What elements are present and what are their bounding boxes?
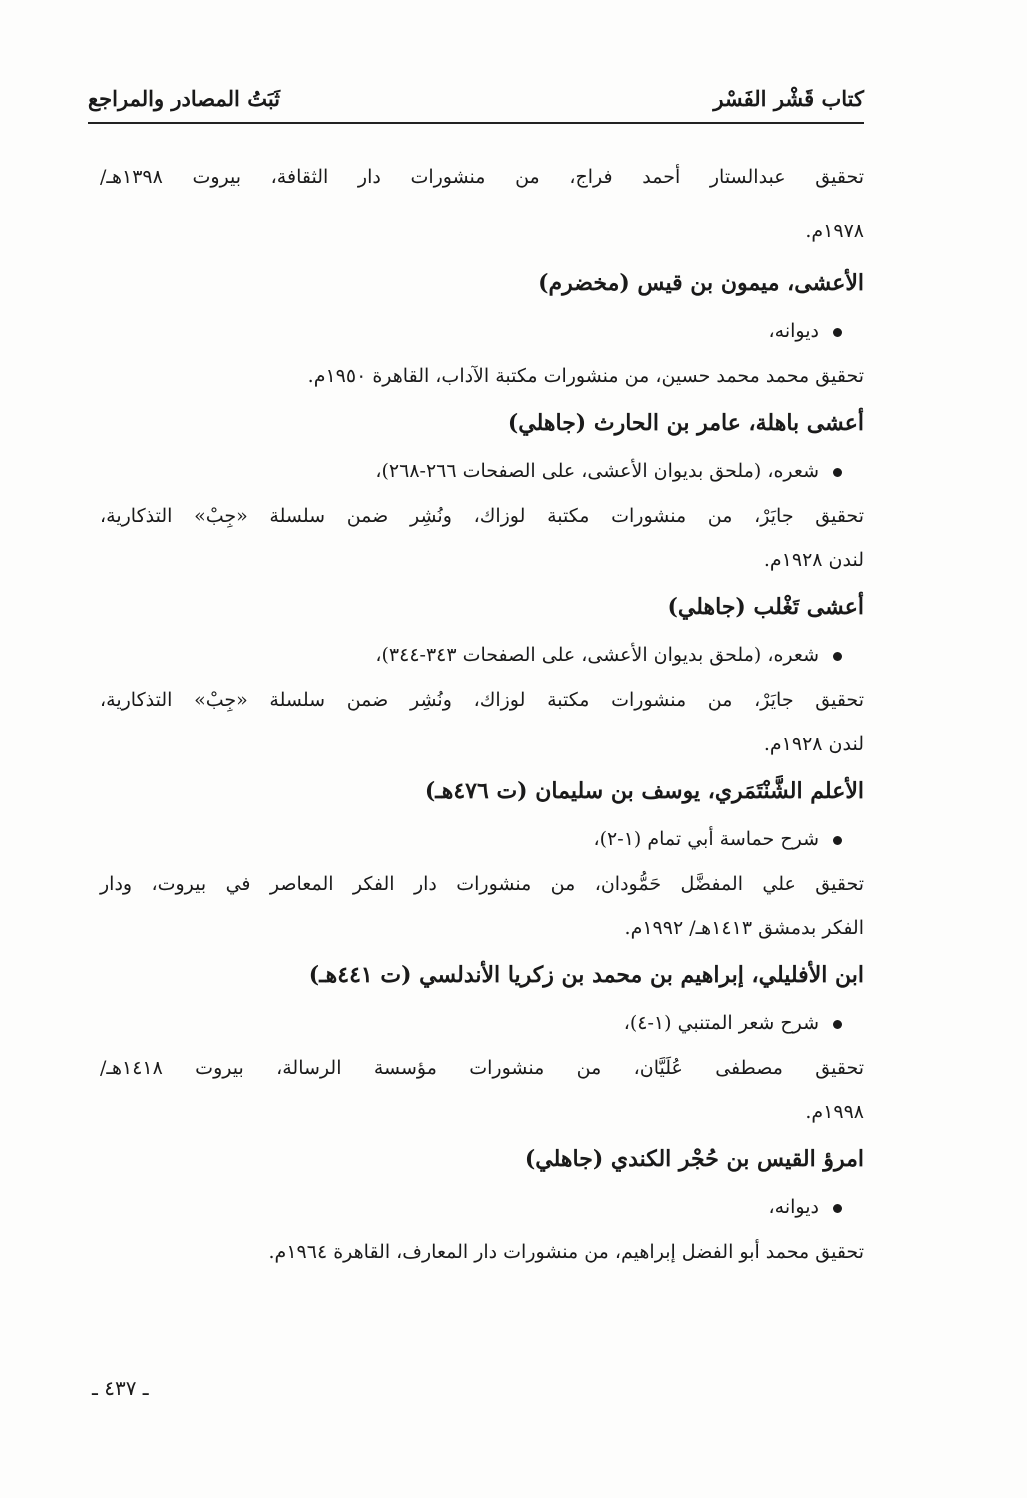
entry-text-line: تحقيق علي المفضَّل حَمُّودان، من منشورات دار الفكر المعاصر في بيروت، ودار <box>100 873 864 895</box>
bullet-icon <box>833 652 842 661</box>
bibliography-entry <box>100 258 864 398</box>
entry-text-line: تحقيق عبدالستار أحمد فراج، من منشورات دار الثقافة، بيروت ١٣٩٨هـ/ <box>100 166 864 188</box>
entry-bullet <box>100 1184 864 1230</box>
bibliography-entry <box>100 1134 864 1274</box>
bibliography-entry <box>100 582 864 766</box>
entry-text-line: لندن ١٩٢٨م. <box>763 733 864 755</box>
bibliography-list <box>100 150 864 1274</box>
bibliography-entry <box>100 398 864 582</box>
bibliography-entry <box>100 950 864 1134</box>
entry-heading: امرؤ القيس بن حُجْر الكندي (جاهلي) <box>524 1146 864 1172</box>
entry-bullet-text: شعره، (ملحق بديوان الأعشى، على الصفحات ٣٤٣-٣٤٤)، <box>375 644 819 666</box>
entry-heading: أعشى تَغْلب (جاهلي) <box>667 594 864 620</box>
entry-text-line: الفكر بدمشق ١٤١٣هـ/ ١٩٩٢م. <box>624 917 864 939</box>
bullet-icon <box>833 468 842 477</box>
entry-bullet <box>100 448 864 494</box>
entry-heading: الأعشى، ميمون بن قيس (مخضرم) <box>538 270 864 296</box>
entry-text-line: تحقيق محمد محمد حسين، من منشورات مكتبة الآداب، القاهرة ١٩٥٠م. <box>307 365 864 387</box>
entry-heading: ابن الأفليلي، إبراهيم بن محمد بن زكريا الأندلسي (ت ٤٤١هـ) <box>308 962 864 988</box>
entry-bullet <box>100 632 864 678</box>
entry-bullet-text: شرح حماسة أبي تمام (١-٢)، <box>593 828 819 850</box>
entry-bullet-text: ديوانه، <box>768 320 819 342</box>
entry-text-line: تحقيق جايَرْ، من منشورات مكتبة لوزاك، ونُشِر ضمن سلسلة «جِبْ» التذكارية، <box>100 505 864 527</box>
entry-bullet <box>100 308 864 354</box>
entry-text-line: ١٩٩٨م. <box>805 1101 864 1123</box>
entry-bullet-text: ديوانه، <box>768 1196 819 1218</box>
bullet-icon <box>833 836 842 845</box>
header-divider <box>88 122 864 124</box>
entry-text-line: تحقيق محمد أبو الفضل إبراهيم، من منشورات دار المعارف، القاهرة ١٩٦٤م. <box>268 1241 864 1263</box>
entry-bullet-text: شعره، (ملحق بديوان الأعشى، على الصفحات ٢٦٦-٢٦٨)، <box>375 460 819 482</box>
entry-heading: أعشى باهلة، عامر بن الحارث (جاهلي) <box>507 410 864 436</box>
bullet-icon <box>833 328 842 337</box>
page-header <box>88 80 864 120</box>
section-title: ثَبَتُ المصادر والمراجع <box>88 86 280 111</box>
bibliography-entry <box>100 766 864 950</box>
entry-text-line: ١٩٧٨م. <box>805 220 864 242</box>
entry-bullet <box>100 1000 864 1046</box>
entry-text-line: لندن ١٩٢٨م. <box>763 549 864 571</box>
entry-text-line: تحقيق مصطفى عُلَيَّان، من منشورات مؤسسة الرسالة، بيروت ١٤١٨هـ/ <box>100 1057 864 1079</box>
entry-heading: الأعلم الشَّنْتَمَري، يوسف بن سليمان (ت ٤٧٦هـ) <box>424 778 864 804</box>
entry-bullet <box>100 816 864 862</box>
entry-text-line: تحقيق جايَرْ، من منشورات مكتبة لوزاك، ونُشِر ضمن سلسلة «جِبْ» التذكارية، <box>100 689 864 711</box>
bullet-icon <box>833 1204 842 1213</box>
book-title: كتاب قَشْر الفَسْر <box>713 86 864 111</box>
bibliography-entry <box>100 150 864 258</box>
page-number: ـ ٤٣٧ ـ <box>92 1376 149 1400</box>
bullet-icon <box>833 1020 842 1029</box>
entry-bullet-text: شرح شعر المتنبي (١-٤)، <box>623 1012 819 1034</box>
